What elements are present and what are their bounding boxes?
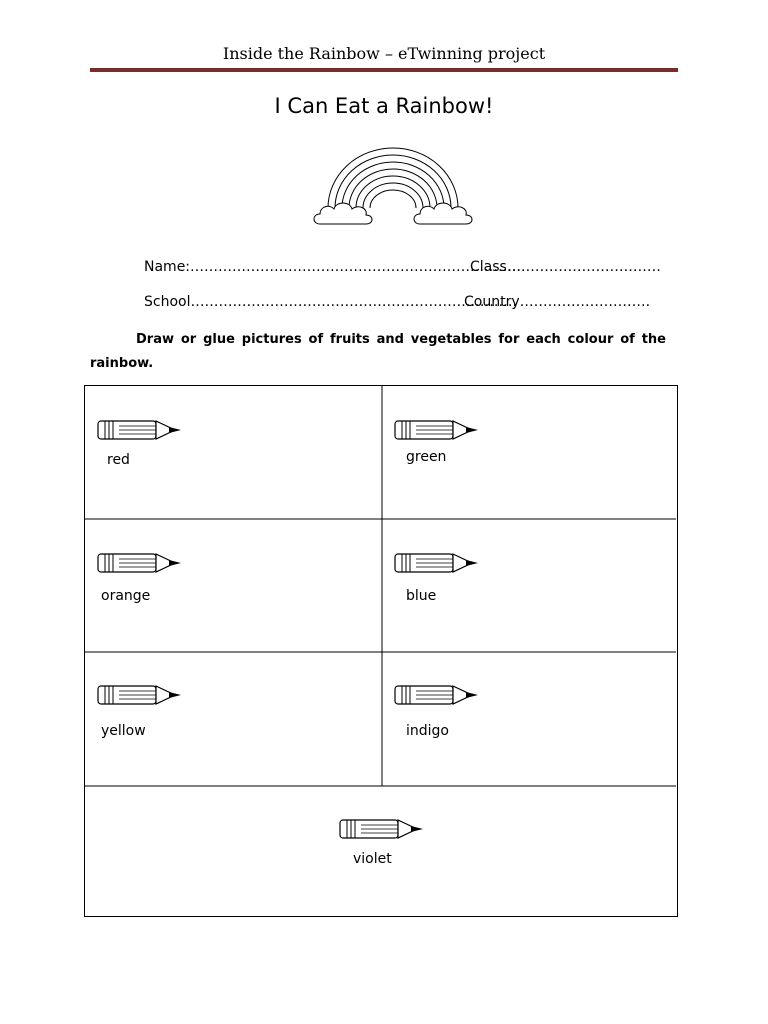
colour-grid (84, 385, 678, 917)
colour-label-indigo: indigo (406, 723, 449, 739)
header-divider (90, 68, 678, 72)
name-field: Name:…………………………………………………………….. (144, 259, 521, 275)
colour-label-red: red (107, 452, 130, 468)
pencil-icon (97, 418, 185, 442)
colour-cell-indigo (382, 652, 676, 786)
instruction-text: Draw or glue pictures of fruits and vegetables for each colour of the rainbow. (90, 332, 666, 371)
country-field: Country………………………. (464, 294, 651, 310)
pencil-icon (97, 551, 185, 575)
rainbow-illustration (310, 138, 476, 234)
colour-cell-violet (85, 786, 676, 915)
colour-cell-blue (382, 519, 676, 652)
school-field: School……………………………………………………………. (144, 294, 517, 310)
colour-label-violet: violet (353, 851, 392, 867)
document-header-title: Inside the Rainbow – eTwinning project (222, 44, 546, 63)
class-field: Class…………………………… (470, 259, 661, 275)
colour-cell-red (85, 386, 382, 519)
pencil-icon (394, 418, 482, 442)
colour-cell-yellow (85, 652, 382, 786)
worksheet-title: I Can Eat a Rainbow! (274, 94, 494, 118)
colour-cell-orange (85, 519, 382, 652)
pencil-icon (339, 817, 427, 841)
pencil-icon (394, 683, 482, 707)
colour-label-green: green (406, 449, 447, 465)
colour-label-blue: blue (406, 588, 437, 604)
colour-label-yellow: yellow (101, 723, 146, 739)
colour-label-orange: orange (101, 588, 151, 604)
pencil-icon (394, 551, 482, 575)
pencil-icon (97, 683, 185, 707)
colour-cell-green (382, 386, 676, 519)
